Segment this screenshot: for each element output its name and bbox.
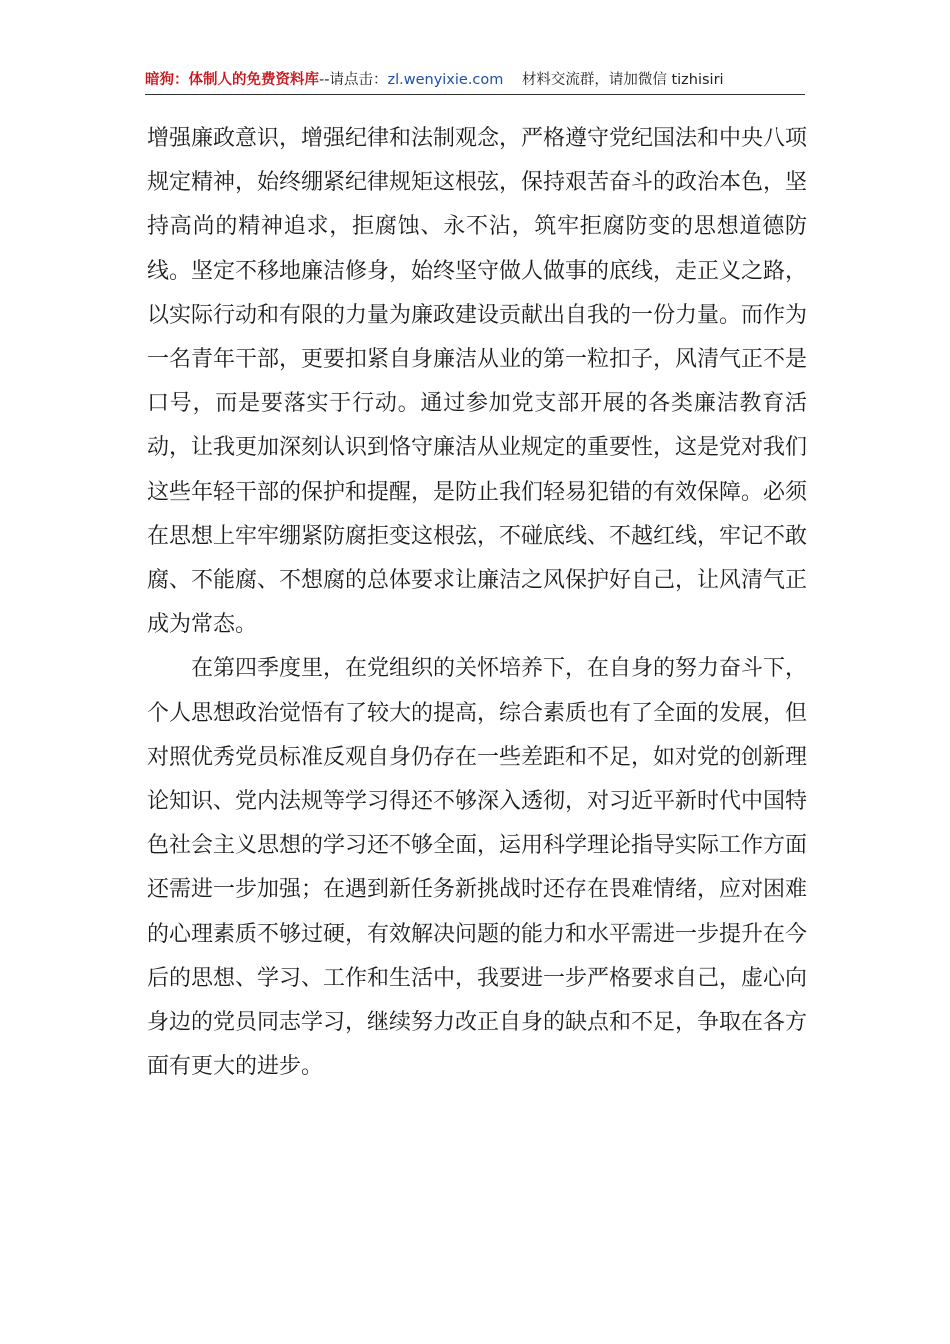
header-spacer xyxy=(503,72,521,88)
body-paragraph-2: 在第四季度里，在党组织的关怀培养下，在自身的努力奋斗下，个人思想政治觉悟有了较大的提高，综合素质也有了全面的发展，但对照优秀党员标准反观自身仍存在一些差距和不足，如对党的创新理论知识、党内法规等学习得还不够深入透彻，对习近平新时代中国特色社会主义思想的学习还不够全面，运用科学理论指导实际工作方面还需进一步加强；在遇到新任务新挑战时还存在畏难情绪，应对困难的心理素质不够过硬，有效解决问题的能力和水平需进一步提升在今后的思想、学习、工作和生活中，我要进一步严格要求自己，虚心向身边的党员同志学习，继续努力改正自身的缺点和不足，争取在各方面有更大的进步。 xyxy=(147,656,808,1080)
header-contact-text: 材料交流群，请加微信 tizhisiri xyxy=(521,72,724,88)
header-prompt-text: --请点击： xyxy=(319,72,388,88)
page-header xyxy=(145,66,805,95)
header-promo-text: 暗狗：体制人的免费资料库 xyxy=(145,72,319,88)
header-url-link[interactable]: zl.wenyixie.com xyxy=(387,72,504,88)
body-paragraph-1: 增强廉政意识，增强纪律和法制观念，严格遵守党纪国法和中央八项规定精神，始终绷紧纪律规矩这根弦，保持艰苦奋斗的政治本色，坚持高尚的精神追求，拒腐蚀、永不沾，筑牢拒腐防变的思想道德防线。坚定不移地廉洁修身，始终坚守做人做事的底线，走正义之路，以实际行动和有限的力量为廉政建设贡献出自我的一份力量。而作为一名青年干部，更要扣紧自身廉洁从业的第一粒扣子，风清气正不是口号，而是要落实于行动。通过参加党支部开展的各类廉洁教育活动，让我更加深刻认识到恪守廉洁从业规定的重要性，这是党对我们这些年轻干部的保护和提醒，是防止我们轻易犯错的有效保障。必须在思想上牢牢绷紧防腐拒变这根弦，不碰底线、不越红线，牢记不敢腐、不能腐、不想腐的总体要求让廉洁之风保护好自己，让风清气正成为常态。 xyxy=(147,126,808,638)
document-body xyxy=(147,117,807,1089)
